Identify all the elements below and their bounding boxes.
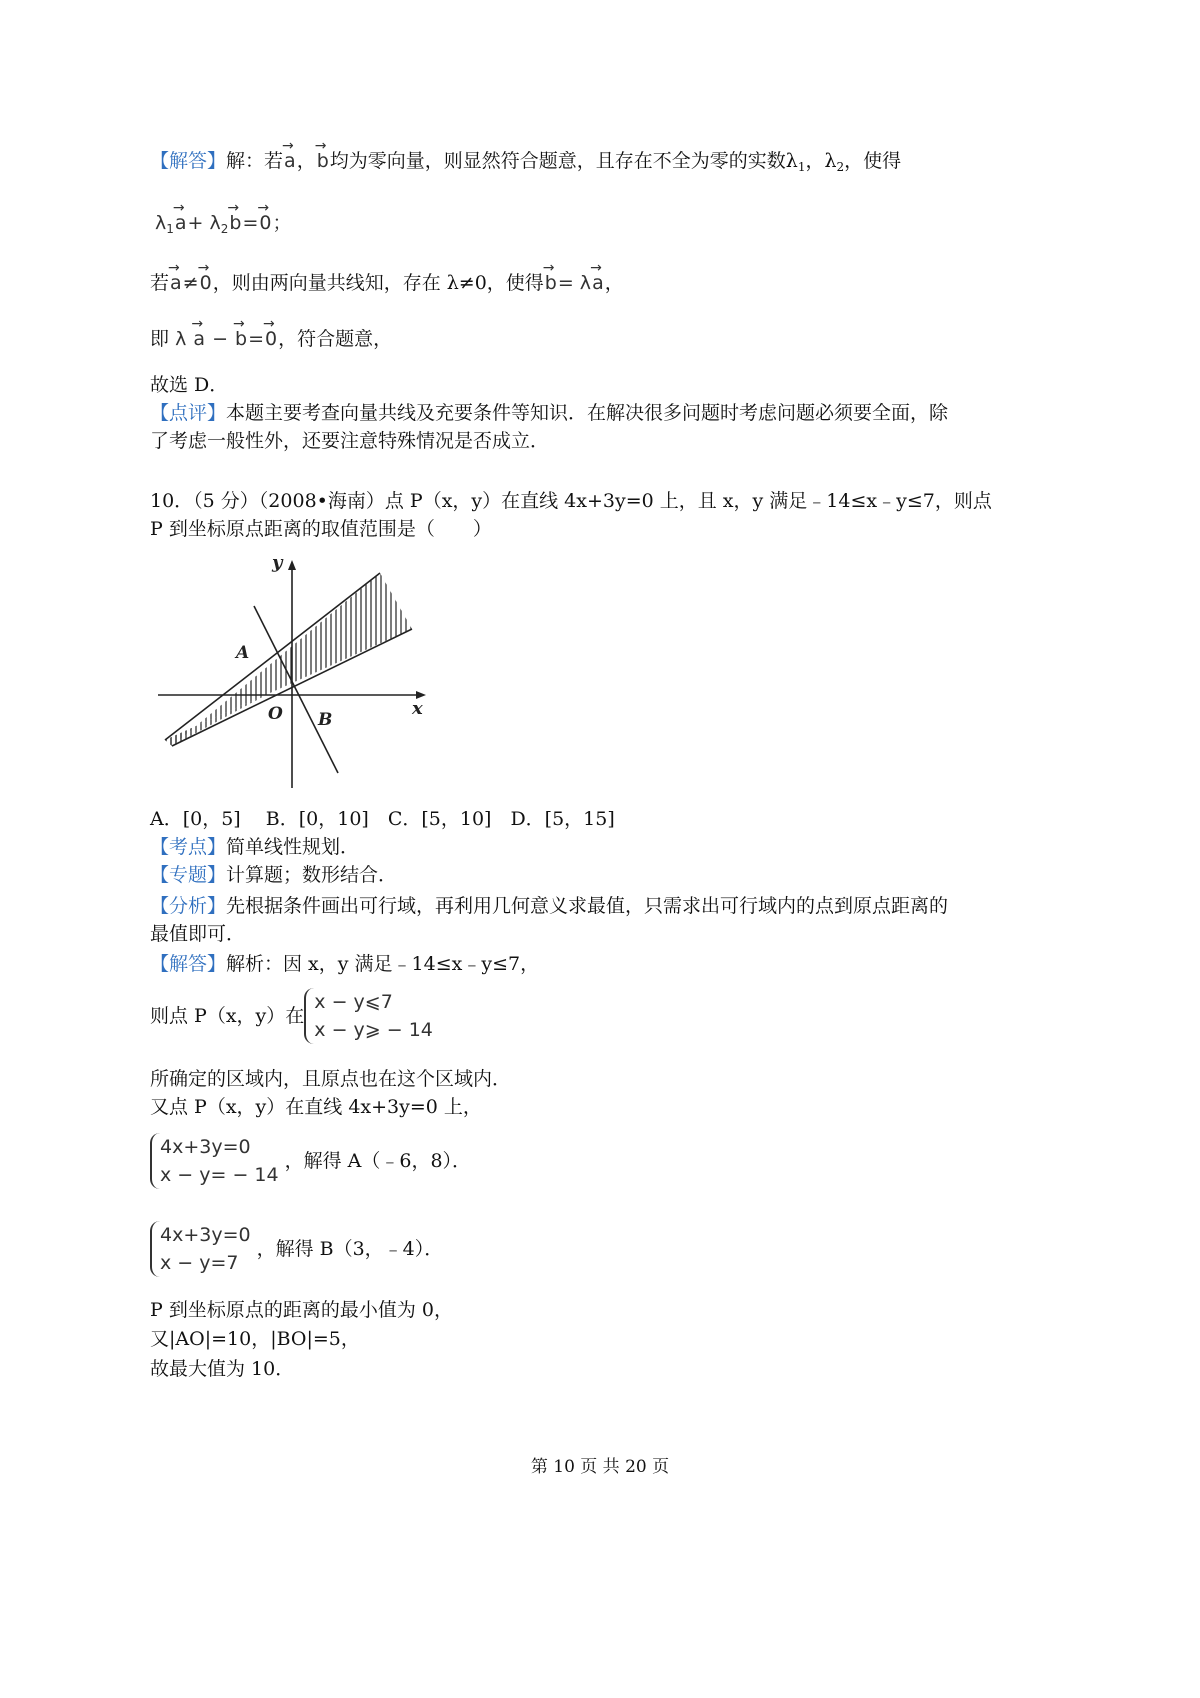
solution-line-1: 【解答】解：若→ a，→ b均为零向量，则显然符合题意，且存在不全为零的实数$\lambda_1$，$\lambda_2$，使得: [150, 148, 901, 180]
solution-10-end-3: 故最大值为 10．: [150, 1358, 295, 1380]
solution-line-3: 若→ a≠→ 0，则由两向量共线知，存在 λ≠0，使得→ b= λ→ a，: [150, 270, 624, 296]
equation-line-1: $\lambda_1\to a+ \lambda_2\to b=\to 0$；: [155, 210, 292, 242]
analysis-line-1: 【分析】先根据条件画出可行域，再利用几何意义求最值，只需求出可行域内的点到原点距离的: [150, 895, 949, 917]
solution-10-line-4: 又点 P（x，y）在直线 4x+3y=0 上，: [150, 1096, 482, 1118]
solution-10-line-1: 【解答】解析：因 x，y 满足﹣14≤x﹣y≤7，: [150, 953, 540, 975]
point-a-label: A: [236, 643, 250, 663]
solution-line-5: 故选 D．: [150, 374, 229, 396]
x-axis-label: x: [412, 698, 423, 719]
vector-b: → b: [316, 148, 330, 174]
solution-10-end-1: P 到坐标原点的距离的最小值为 0，: [150, 1299, 453, 1321]
solution-10-line-3: 所确定的区域内，且原点也在这个区域内．: [150, 1068, 512, 1090]
inequality-system: x − y⩽7 x − y⩾ − 14: [304, 988, 433, 1044]
comment-line-2: 了考虑一般性外，还要注意特殊情况是否成立．: [150, 430, 550, 452]
vector-a: → a: [283, 148, 297, 174]
answer-options: A．[0，5] B．[0，10] C．[5，10] D．[5，15]: [150, 808, 615, 830]
knowledge-point-line: 【考点】简单线性规划．: [150, 836, 360, 858]
comment-line-1: 【点评】本题主要考查向量共线及充要条件等知识．在解决很多问题时考虑问题必须要全面，除: [150, 402, 949, 424]
feasible-region-figure: [150, 548, 440, 793]
comment-tag: 【点评】: [150, 402, 227, 424]
topic-line: 【专题】计算题；数形结合．: [150, 864, 398, 886]
equation-system-b: 4x+3y=0 x − y=7: [150, 1221, 251, 1277]
solution-10-system-2: 4x+3y=0 x − y= − 14 ，解得 A（﹣6，8）．: [150, 1133, 471, 1189]
solution-tag: 【解答】: [150, 150, 227, 172]
solution-line-4: 即 λ → a − → b=→ 0，符合题意，: [150, 326, 392, 352]
shaded-region: [165, 573, 412, 746]
solution-10-system-3: 4x+3y=0 x − y=7 ，解得 B（3，﹣4）．: [150, 1221, 443, 1277]
equation-system-a: 4x+3y=0 x − y= − 14: [150, 1133, 279, 1189]
origin-label: O: [268, 704, 283, 724]
solution-10-end-2: 又|AO|=10，|BO|=5，: [150, 1328, 360, 1350]
page-footer: 第 10 页 共 20 页: [530, 1457, 670, 1477]
solution-10-system-1: 则点 P（x，y）在 x − y⩽7 x − y⩾ − 14: [150, 988, 439, 1044]
y-axis-label: y: [272, 552, 283, 573]
question-10-line-1: 10．（5 分）（2008•海南）点 P（x，y）在直线 4x+3y=0 上，且 x，y 满足﹣14≤x﹣y≤7，则点: [150, 490, 992, 512]
analysis-line-2: 最值即可．: [150, 923, 246, 945]
y-axis-arrow-icon: [288, 560, 296, 570]
point-b-label: B: [318, 710, 333, 730]
question-10-line-2: P 到坐标原点距离的取值范围是（ ）: [150, 518, 492, 540]
